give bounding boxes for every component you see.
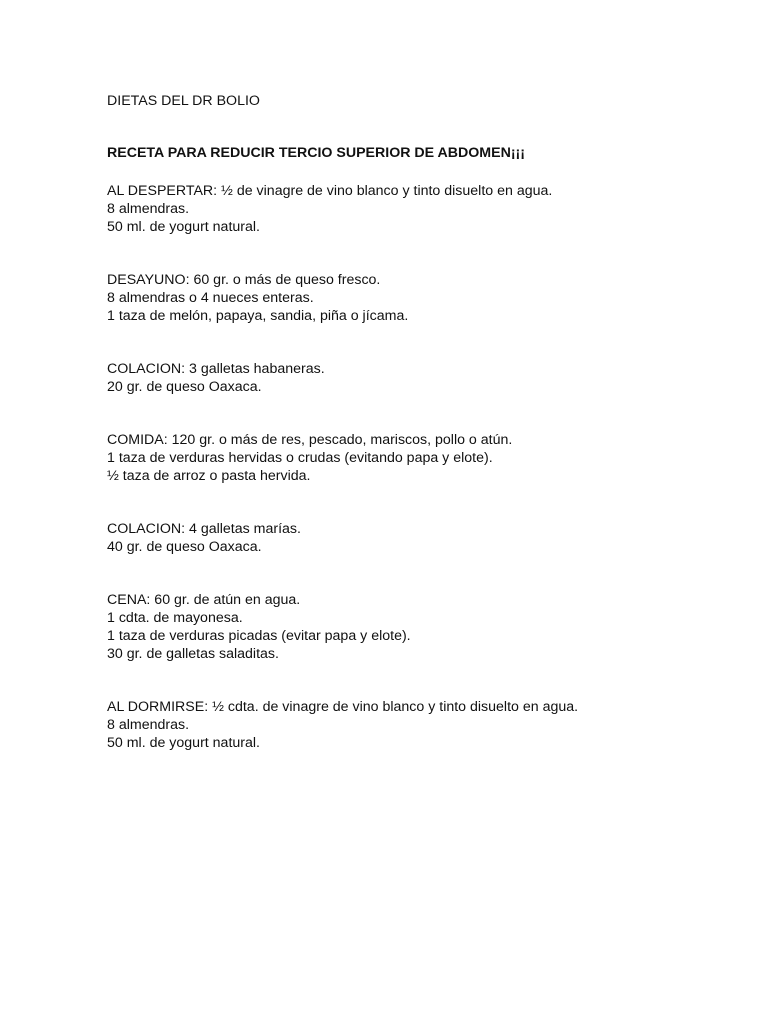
section-line: 20 gr. de queso Oaxaca.	[107, 379, 262, 395]
section-line: CENA: 60 gr. de atún en agua.	[107, 592, 301, 608]
section-line: 1 taza de verduras picadas (evitar papa y elote).	[107, 628, 411, 644]
document-page	[107, 92, 747, 752]
section-line: 1 cdta. de mayonesa.	[107, 610, 243, 626]
section-line: 30 gr. de galletas saladitas.	[107, 646, 279, 662]
section-line: 1 taza de melón, papaya, sandia, piña o jícama.	[107, 308, 409, 324]
section-line: DESAYUNO: 60 gr. o más de queso fresco.	[107, 272, 381, 288]
section-line: 1 taza de verduras hervidas o crudas (evitando papa y elote).	[107, 450, 493, 466]
section-line: AL DORMIRSE: ½ cdta. de vinagre de vino blanco y tinto disuelto en agua.	[107, 699, 579, 715]
section-line: COLACION: 4 galletas marías.	[107, 521, 301, 537]
section-line: COLACION: 3 galletas habaneras.	[107, 361, 325, 377]
section-line: 8 almendras.	[107, 201, 190, 217]
section-desayuno	[107, 271, 747, 325]
section-line: AL DESPERTAR: ½ de vinagre de vino blanco y tinto disuelto en agua.	[107, 183, 553, 199]
section-comida	[107, 431, 747, 485]
section-al-despertar	[107, 182, 747, 236]
section-line: COMIDA: 120 gr. o más de res, pescado, mariscos, pollo o atún.	[107, 432, 513, 448]
section-colacion-2	[107, 520, 747, 556]
section-line: 8 almendras o 4 nueces enteras.	[107, 290, 314, 306]
section-line: ½ taza de arroz o pasta hervida.	[107, 468, 311, 484]
document-title: DIETAS DEL DR BOLIO	[107, 93, 260, 109]
section-line: 8 almendras.	[107, 717, 190, 733]
section-al-dormirse	[107, 698, 747, 752]
section-colacion-1	[107, 360, 747, 396]
recipe-heading: RECETA PARA REDUCIR TERCIO SUPERIOR DE ABDOMEN¡¡¡	[107, 145, 526, 161]
section-cena	[107, 591, 747, 663]
section-line: 40 gr. de queso Oaxaca.	[107, 539, 262, 555]
section-line: 50 ml. de yogurt natural.	[107, 735, 260, 751]
section-line: 50 ml. de yogurt natural.	[107, 219, 260, 235]
